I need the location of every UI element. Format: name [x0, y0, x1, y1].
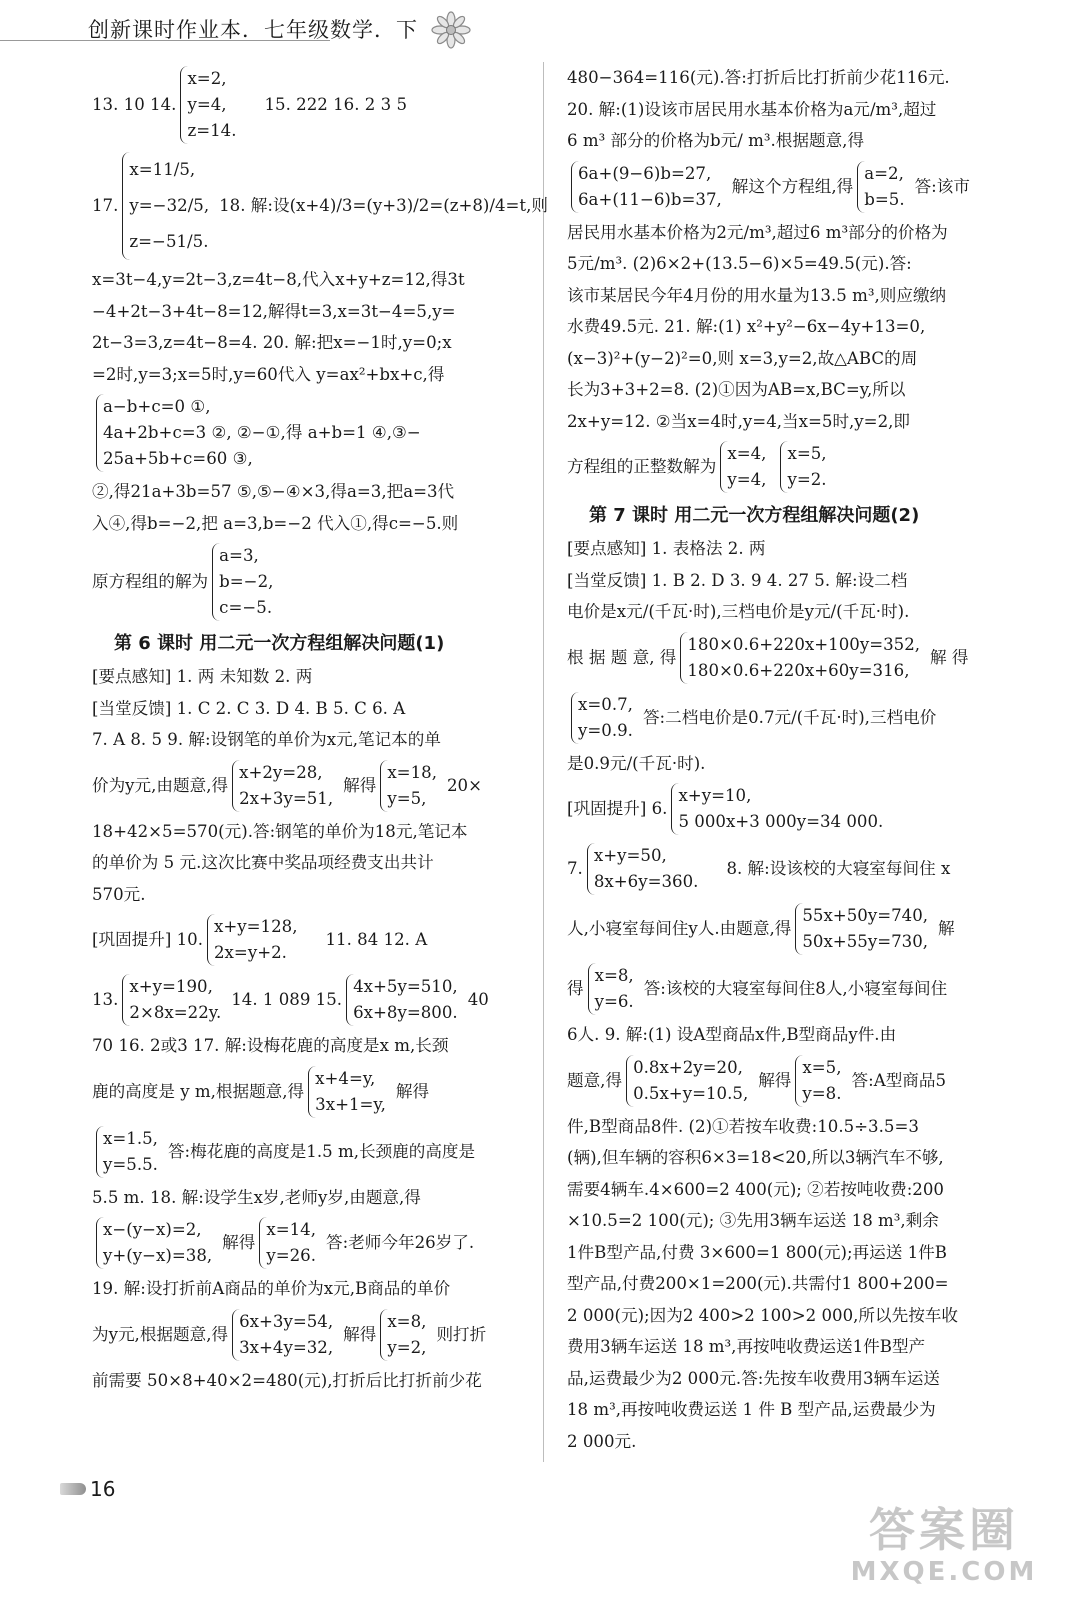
equation-line: a=2,: [864, 163, 904, 183]
equation-line: x=8,: [387, 1311, 427, 1331]
equation-system: [96, 1126, 164, 1178]
equation-line: y=0.9.: [578, 720, 633, 740]
answer-15-16: 15. 222 16. 2 3 5: [264, 95, 407, 115]
equation-line: 6a+(11−6)b=37,: [578, 189, 722, 209]
paragraph: [92, 816, 544, 911]
equation-line: x+2y=28,: [239, 762, 323, 782]
text-line: 2x+y=12. ②当x=4时,y=4,当x=5时,y=2,即: [567, 411, 911, 431]
equation-line: x=4,: [727, 444, 767, 463]
equation-line: 2x+3y=51,: [239, 788, 334, 808]
equation-line: x+y=128,: [214, 917, 298, 936]
text-line: 件,B型商品8件. (2)①若按车收费:10.5÷3.5=3: [567, 1116, 919, 1136]
text-fragment: 价为y元,由题意,得: [92, 775, 229, 795]
text-fragment: 解得: [343, 775, 377, 795]
text-fragment: 根 据 题 意, 得: [567, 647, 677, 667]
equation-line: a=3,: [219, 546, 259, 565]
text-fragment: 人,小寝室每间住y人.由题意,得: [567, 919, 792, 939]
equation-line: a−b+c=0 ①,: [103, 397, 211, 416]
text-line: 18+42×5=570(元).答:钢笔的单价为18元,笔记本: [92, 821, 468, 841]
text-line: 前需要 50×8+40×2=480(元),打折后比打折前少花: [92, 1370, 482, 1390]
equation-line: z=14.: [187, 121, 237, 140]
text-fragment: 答:该校的大寝室每间住8人,小寝室每间住: [643, 979, 948, 999]
text-fragment: 答:该市: [914, 176, 970, 196]
text-fragment: 解得: [395, 1081, 430, 1101]
equation-line: 2x=y+2.: [214, 943, 287, 962]
equation-line: 8x+6y=360.: [593, 872, 699, 891]
text-line: 5元/m³. (2)6×2+(13.5−6)×5=49.5(元).答:: [567, 254, 912, 273]
text-fragment: 解得: [758, 1070, 792, 1090]
equation-system: [680, 632, 926, 684]
equation-line: x=14,: [266, 1220, 316, 1239]
answer-13-14-label: 13. 10 14.: [92, 95, 177, 115]
equation-line: 3x+1=y,: [315, 1094, 386, 1114]
answer-13-16: [92, 62, 544, 148]
equation-line: x+y=10,: [678, 786, 752, 805]
text-line: 19. 解:设打折前A商品的单价为x元,B商品的单价: [92, 1279, 451, 1298]
text-fragment: 13.: [92, 990, 119, 1010]
answer-7-system: [567, 839, 1019, 899]
text-line: ×10.5=2 100(元); ③先用3辆车运送 18 m³,剩余: [567, 1211, 939, 1230]
equation-line: 6x+3y=54,: [239, 1311, 334, 1331]
page-footer: [60, 1474, 115, 1504]
equation-line: y=4,: [727, 470, 767, 489]
equation-line: 180×0.6+220x+60y=316,: [687, 660, 910, 680]
equation-system: [122, 152, 215, 260]
equation-system: [96, 394, 427, 472]
paragraph: [567, 62, 1019, 157]
text-fragment: 题意,得: [567, 1070, 623, 1090]
equation-line: z=−51/5.: [129, 232, 209, 251]
text-line: 的单价为 5 元.这次比赛中奖品项经费支出共计: [92, 853, 434, 872]
equation-line: y=2,: [387, 1337, 427, 1357]
equation-system: [780, 441, 832, 493]
text-fragment: 解得: [222, 1233, 256, 1253]
text-line: =2时,y=3;x=5时,y=60代入 y=ax²+bx+c,得: [92, 364, 445, 384]
text-fragment: 答:梅花鹿的高度是1.5 m,长颈鹿的高度是: [167, 1141, 476, 1161]
right-column: [567, 62, 1019, 1457]
text-line: 入④,得b=−2,把 a=3,b=−2 代入①,得c=−5.则: [92, 513, 459, 533]
text-fragment: 方程组的正整数解为: [567, 457, 717, 477]
equation-line: 6a+(9−6)b=27,: [578, 163, 712, 183]
text-line: 480−364=116(元).答:打折后比打折前少花116元.: [567, 68, 950, 87]
text-fragment: 答:A型商品5: [851, 1070, 947, 1090]
text-line: x=3t−4,y=2t−3,z=4t−8,代入x+y+z=12,得3t: [92, 270, 465, 289]
text-line: 70 16. 2或3 17. 解:设梅花鹿的高度是x m,长颈: [92, 1036, 449, 1055]
equation-line: y=6.: [594, 992, 634, 1011]
page-tab-marker: [60, 1483, 86, 1495]
feedback-line: [当堂反馈] 1. B 2. D 3. 9 4. 27 5. 解:设二档: [567, 570, 908, 590]
equation-system: [795, 1055, 847, 1107]
answer-9-system: [567, 1051, 1019, 1111]
equation-line: x=5,: [787, 444, 827, 463]
text-fragment: 原方程组的解为: [92, 572, 209, 592]
equation-line: y=−32/5,: [129, 196, 210, 215]
answer-5-solution: [567, 688, 1019, 748]
text-line: 6 m³ 部分的价格为b元/ m³.根据题意,得: [567, 131, 865, 150]
text-fragment: 则打折: [436, 1324, 487, 1344]
text-line: 型产品,付费200×1=200(元).共需付1 800+200=: [567, 1274, 949, 1293]
text-fragment: 答:二档电价是0.7元/(千瓦·时),三档电价: [642, 707, 937, 727]
equation-system: [232, 760, 339, 812]
equation-line: b=−2,: [219, 572, 274, 591]
header-title: 创新课时作业本．七年级数学．下: [88, 18, 418, 42]
equation-system: [626, 1055, 754, 1107]
answer-18-start: 18. 解:设(x+4)/3=(y+3)/2=(z+8)/4=t,则: [219, 196, 548, 216]
answer-20-solution: [92, 539, 544, 625]
text-line: 2 000(元);因为2 400>2 100>2 000,所以先按车收: [567, 1305, 958, 1325]
text-line: (x−3)²+(y−2)²=0,则 x=3,y=2,故△ABC的周: [567, 348, 918, 368]
flower-ornament-icon: [428, 10, 474, 50]
equation-line: 3x+4y=32,: [239, 1337, 334, 1357]
equation-system: [720, 441, 772, 493]
paragraph: [92, 264, 544, 390]
answer-19-system: [92, 1305, 544, 1365]
equation-system: [212, 543, 279, 621]
answer-17-system: [92, 1062, 544, 1122]
equation-line: y=8.: [802, 1083, 842, 1103]
text-fragment: 8. 解:设该校的大寝室每间住 x: [726, 859, 951, 879]
text-line: 是0.9元/(千瓦·时).: [567, 753, 706, 773]
equation-line: y=26.: [266, 1246, 317, 1265]
answer-20-system: [567, 157, 1019, 217]
text-fragment: 7.: [567, 859, 583, 879]
text-line: 费用3辆车运送 18 m³,再按吨收费运送1件B型产: [567, 1337, 926, 1356]
watermark-logo: 答案圈: [869, 1503, 1019, 1557]
equation-line: x=0.7,: [578, 694, 633, 714]
text-fragment: 40: [467, 990, 489, 1010]
equation-system: [587, 843, 705, 895]
equation-line: 4x+5y=510,: [353, 977, 458, 996]
equation-system: [96, 1217, 218, 1269]
section-title-lesson-6: 第 6 课时 用二元一次方程组解决问题(1): [114, 633, 445, 654]
equation-line: x+y=50,: [593, 846, 667, 865]
text-line: 5.5 m. 18. 解:设学生x岁,老师y岁,由题意,得: [92, 1187, 421, 1207]
text-line: ②,得21a+3b=57 ⑤,⑤−④×3,得a=3,把a=3代: [92, 482, 455, 501]
answer-17-label: 17.: [92, 196, 119, 216]
equation-line: 0.8x+2y=20,: [633, 1057, 743, 1077]
watermark-url: MXQE.COM: [850, 1557, 1038, 1587]
key-points-line: [要点感知] 1. 表格法 2. 两: [567, 539, 766, 558]
equation-line: c=−5.: [219, 598, 273, 617]
equation-system: [259, 1217, 322, 1269]
equation-system: [588, 963, 640, 1015]
equation-system: [380, 1309, 432, 1361]
text-line: 水费49.5元. 21. 解:(1) x²+y²−6x−4y+13=0,: [567, 317, 926, 336]
text-line: 长为3+3+2=8. (2)①因为AB=x,BC=y,所以: [567, 380, 906, 399]
text-fragment: 解得: [343, 1324, 377, 1344]
equation-line: x−(y−x)=2,: [103, 1220, 202, 1239]
text-line: 居民用水基本价格为2元/m³,超过6 m³部分的价格为: [567, 222, 948, 242]
equation-line: y=5.5.: [103, 1154, 158, 1174]
text-line: (辆),但车辆的容积6×3=18<20,所以3辆汽车不够,: [567, 1148, 944, 1167]
answer-20-system: [92, 390, 544, 476]
feedback-line: [当堂反馈] 1. C 2. C 3. D 4. B 5. C 6. A: [92, 698, 406, 718]
text-fragment: 解: [938, 919, 955, 939]
equation-system: [232, 1309, 339, 1361]
equation-line: 50x+55y=730,: [802, 932, 929, 951]
equation-line: x=11/5,: [129, 160, 196, 179]
answer-18-system: [92, 1213, 544, 1273]
text-line: 1件B型产品,付费 3×600=1 800(元);再运送 1件B: [567, 1242, 947, 1262]
text-fragment: 14. 1 089 15.: [231, 990, 343, 1010]
equation-line: y=2.: [787, 470, 827, 489]
text-line: 7. A 8. 5 9. 解:设钢笔的单价为x元,笔记本的单: [92, 730, 441, 749]
text-line: 该市某居民今年4月份的用水量为13.5 m³,则应缴纳: [567, 285, 947, 305]
answer-6-system: [567, 779, 1019, 839]
equation-line: 2×8x=22y.: [129, 1003, 222, 1022]
key-points-line: [要点感知] 1. 两 未知数 2. 两: [92, 667, 313, 686]
equation-system: [207, 914, 304, 966]
equation-system: [571, 692, 639, 744]
answer-13-15: [92, 970, 544, 1030]
equation-line: x+4=y,: [315, 1068, 376, 1088]
equation-line: y+(y−x)=38,: [103, 1246, 213, 1265]
text-fragment: 得: [567, 979, 584, 999]
answer-17-solution: [92, 1122, 544, 1182]
equation-system: [857, 161, 910, 213]
equation-system: [122, 974, 227, 1026]
text-line: 品,运费最少为2 000元.答:先按车收费用3辆车运送: [567, 1368, 940, 1388]
text-fragment: 鹿的高度是 y m,根据题意,得: [92, 1081, 305, 1101]
equation-system: [571, 161, 728, 213]
equation-line: 25a+5b+c=60 ③,: [103, 449, 253, 468]
text-line: 2t−3=3,z=4t−8=4. 20. 解:把x=−1时,y=0;x: [92, 333, 452, 352]
text-line: 2 000元.: [567, 1431, 637, 1451]
section-title-lesson-7: 第 7 课时 用二元一次方程组解决问题(2): [589, 505, 920, 526]
watermark: [824, 1502, 1064, 1592]
equation-system: [380, 760, 443, 812]
text-fragment: 解这个方程组,得: [731, 176, 854, 196]
equation-line: x=2,: [187, 69, 227, 88]
paragraph: [92, 476, 544, 539]
equation-line: 0.5x+y=10.5,: [633, 1083, 749, 1103]
text-fragment: 答:老师今年26岁了.: [326, 1233, 475, 1253]
equation-line: 6x+8y=800.: [353, 1003, 458, 1022]
text-fragment: 解 得: [930, 647, 969, 667]
equation-line: 55x+50y=740,: [802, 906, 929, 925]
paragraph: [567, 1111, 1019, 1458]
text-line: 570元.: [92, 884, 146, 904]
answer-8-system: [567, 899, 1019, 959]
answer-5-system: [567, 628, 1019, 688]
paragraph: [567, 217, 1019, 438]
page-header: [0, 0, 1082, 60]
equation-system: [308, 1066, 392, 1118]
left-column: [92, 62, 548, 1396]
page-number: 16: [90, 1477, 116, 1501]
text-fragment: [巩固提升] 10.: [92, 930, 203, 950]
equation-system: [180, 66, 242, 144]
equation-line: 4a+2b+c=3 ②, ②−①,得 a+b=1 ④,③−: [103, 423, 421, 442]
answer-21-solution: [567, 437, 1019, 497]
text-fragment: 为y元,根据题意,得: [92, 1324, 229, 1344]
text-fragment: [巩固提升] 6.: [567, 799, 668, 819]
answer-10-12: [92, 910, 544, 970]
equation-line: b=5.: [864, 189, 905, 209]
text-line: 电价是x元/(千瓦·时),三档电价是y元/(千瓦·时).: [567, 602, 910, 621]
equation-line: y=4,: [187, 95, 227, 114]
equation-line: 5 000x+3 000y=34 000.: [678, 812, 884, 831]
answer-8-solution: [567, 959, 1019, 1019]
text-line: 6人. 9. 解:(1) 设A型商品x件,B型商品y件.由: [567, 1025, 897, 1044]
equation-system: [346, 974, 464, 1026]
text-fragment: 20×: [446, 775, 483, 795]
equation-line: 180×0.6+220x+100y=352,: [687, 634, 921, 654]
equation-line: y=5,: [387, 788, 427, 808]
text-line: 20. 解:(1)设该市居民用水基本价格为a元/m³,超过: [567, 99, 937, 119]
equation-system: [795, 903, 934, 955]
equation-system: [671, 783, 889, 835]
text-line: −4+2t−3+4t−8=12,解得t=3,x=3t−4=5,y=: [92, 301, 456, 321]
text-line: 需要4辆车.4×600=2 400(元); ②若按吨收费:200: [567, 1179, 944, 1199]
answer-9-system: [92, 756, 544, 816]
equation-line: x=8,: [594, 966, 634, 985]
equation-line: x=18,: [387, 762, 437, 782]
equation-line: x+y=190,: [129, 977, 213, 996]
equation-line: x=5,: [802, 1057, 842, 1077]
equation-line: x=1.5,: [103, 1128, 158, 1148]
text-line: 18 m³,再按吨收费运送 1 件 B 型产品,运费最少为: [567, 1400, 936, 1419]
text-fragment: 11. 84 12. A: [325, 930, 428, 950]
answer-17-18: [92, 148, 548, 264]
